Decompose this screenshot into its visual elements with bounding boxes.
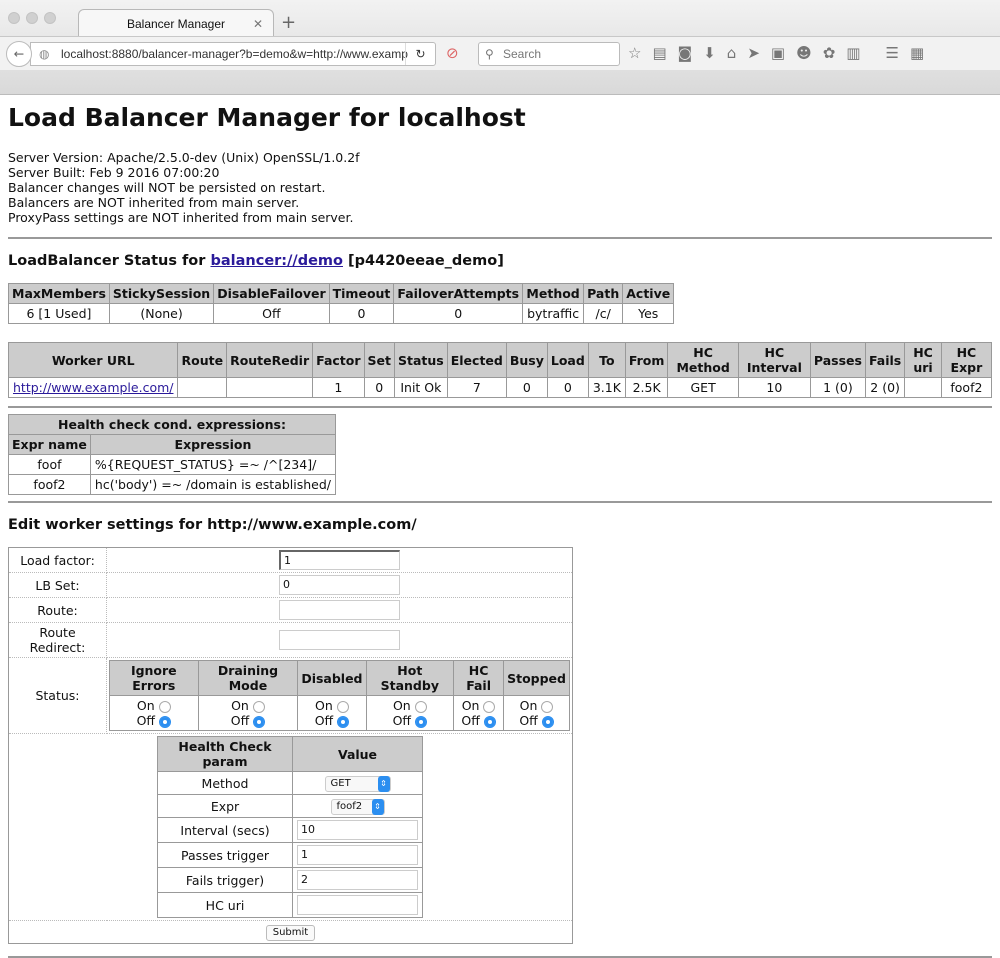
column-header: Method <box>523 284 584 304</box>
search-icon: ⚲ <box>485 47 494 61</box>
expr-value: %{REQUEST_STATUS} =~ /^[234]/ <box>90 455 335 475</box>
hc-interval-input[interactable]: 10 <box>297 820 418 840</box>
send-icon[interactable]: ➤ <box>747 44 760 62</box>
expr-name: foof2 <box>9 475 91 495</box>
search-input[interactable] <box>478 42 620 66</box>
label: Interval (secs) <box>158 818 293 843</box>
window-controls[interactable] <box>8 12 56 24</box>
off-label: Off <box>519 713 538 728</box>
hc-expr-table <box>8 414 336 495</box>
off-radio[interactable] <box>253 716 265 728</box>
label: Fails trigger) <box>158 868 293 893</box>
cell <box>178 378 227 398</box>
browser-chrome <box>0 0 1000 95</box>
on-label: On <box>315 698 333 713</box>
status-flag-stopped <box>504 696 570 731</box>
chevron-updown-icon: ⇕ <box>378 776 390 792</box>
url-bar[interactable] <box>30 42 436 66</box>
column-header: Route <box>178 343 227 378</box>
on-label: On <box>136 698 155 713</box>
on-label: On <box>231 698 249 713</box>
cell: 0 <box>547 378 588 398</box>
info-line: Balancer changes will NOT be persisted on restart. <box>8 180 326 195</box>
off-radio[interactable] <box>415 716 427 728</box>
addon-icon[interactable]: ▦ <box>909 44 925 62</box>
on-radio[interactable] <box>541 701 553 713</box>
menu-icon[interactable]: ☰ <box>885 44 899 62</box>
reading-list-icon[interactable]: ▤ <box>652 44 667 62</box>
column-header: Factor <box>313 343 364 378</box>
off-radio[interactable] <box>484 716 496 728</box>
close-tab-icon[interactable]: ✕ <box>252 17 263 31</box>
balancer-link[interactable]: balancer://demo <box>210 253 343 269</box>
save-icon[interactable]: ▣ <box>770 44 786 62</box>
hc-expr-title: Health check cond. expressions: <box>9 415 336 435</box>
search-placeholder: Search <box>503 47 542 61</box>
info-line: ProxyPass settings are NOT inherited from main server. <box>8 210 354 225</box>
info-line: Server Version: Apache/2.5.0-dev (Unix) OpenSSL/1.0.2f <box>8 150 360 165</box>
cell: GET <box>668 378 738 398</box>
status-flag-hot-standby <box>366 696 454 731</box>
tracking-block-icon[interactable]: ⊘ <box>446 44 459 62</box>
on-radio[interactable] <box>159 701 171 713</box>
column-header: HC uri <box>905 343 942 378</box>
label: Route Redirect: <box>9 623 107 658</box>
status-flag-draining-mode <box>198 696 298 731</box>
back-button[interactable]: ← <box>6 41 32 67</box>
cell: 3.1K <box>588 378 625 398</box>
load-factor-input[interactable]: 1 <box>279 550 400 570</box>
column-header: StickySession <box>109 284 213 304</box>
off-label: Off <box>136 713 156 728</box>
on-label: On <box>519 698 538 713</box>
status-heading: LoadBalancer Status for balancer://demo [p4420eeae_demo] <box>8 253 504 269</box>
column-header: Path <box>584 284 623 304</box>
column-header: HC Method <box>668 343 738 378</box>
cell: 6 [1 Used] <box>9 304 110 324</box>
edit-worker-form <box>8 547 573 944</box>
status-flag-header: HC Fail <box>454 661 504 696</box>
hc-method-select[interactable]: GET ⇕ <box>325 776 391 792</box>
pocket-icon[interactable]: ◙ <box>677 44 693 62</box>
cell: 0 <box>394 304 523 324</box>
on-label: On <box>392 698 411 713</box>
cell: 2 (0) <box>865 378 904 398</box>
clipboard-icon[interactable]: ▥ <box>846 44 861 62</box>
status-flag-header: Draining Mode <box>198 661 298 696</box>
cell: 7 <box>447 378 506 398</box>
cell: Init Ok <box>395 378 448 398</box>
hc-passes-input[interactable]: 1 <box>297 845 418 865</box>
off-label: Off <box>314 713 334 728</box>
off-radio[interactable] <box>337 716 349 728</box>
cell: bytraffic <box>523 304 584 324</box>
label: Passes trigger <box>158 843 293 868</box>
column-header: DisableFailover <box>214 284 329 304</box>
label: Method <box>158 772 293 795</box>
table-row <box>9 475 336 495</box>
edit-heading: Edit worker settings for http://www.example.com/ <box>8 517 417 533</box>
column-header: Fails <box>865 343 904 378</box>
status-flags-table <box>109 660 570 731</box>
column-header: RouteRedir <box>227 343 313 378</box>
extension-icon[interactable]: ✿ <box>822 44 836 62</box>
status-flag-header: Disabled <box>298 661 366 696</box>
cell: 0 <box>329 304 394 324</box>
status-flag-ignore-errors <box>110 696 199 731</box>
expr-name: foof <box>9 455 91 475</box>
worker-url-link[interactable]: http://www.example.com/ <box>13 380 174 395</box>
submit-button[interactable]: Submit <box>266 925 315 941</box>
cell: foof2 <box>941 378 991 398</box>
column-header: Health Check param <box>158 737 293 772</box>
label: Status: <box>9 658 107 734</box>
chevron-updown-icon: ⇕ <box>372 799 384 815</box>
cell: 2.5K <box>625 378 668 398</box>
column-header: Load <box>547 343 588 378</box>
hc-uri-input[interactable] <box>297 895 418 915</box>
column-header: Active <box>623 284 674 304</box>
tab-title: Balancer Manager <box>126 17 226 31</box>
page-title: Load Balancer Manager for localhost <box>8 103 526 132</box>
on-label: On <box>461 698 480 713</box>
column-header: Passes <box>810 343 865 378</box>
column-header: HC Expr <box>941 343 991 378</box>
status-flag-header: Hot Standby <box>366 661 454 696</box>
column-header: Set <box>364 343 394 378</box>
label: HC uri <box>158 893 293 918</box>
off-radio[interactable] <box>159 716 171 728</box>
bookmark-star-icon[interactable]: ☆ <box>628 44 642 62</box>
balancer-table <box>8 283 674 324</box>
off-radio[interactable] <box>542 716 554 728</box>
route-input[interactable] <box>279 600 400 620</box>
on-radio[interactable] <box>253 701 265 713</box>
column-header: To <box>588 343 625 378</box>
column-header: Expression <box>90 435 335 455</box>
off-label: Off <box>461 713 480 728</box>
info-line: Balancers are NOT inherited from main server. <box>8 195 300 210</box>
cell <box>9 378 178 398</box>
on-radio[interactable] <box>337 701 349 713</box>
browser-tab[interactable] <box>78 9 274 37</box>
new-tab-icon[interactable]: + <box>281 12 297 33</box>
cell <box>227 378 313 398</box>
off-label: Off <box>230 713 250 728</box>
url-text: localhost:8880/balancer-manager?b=demo&w=http://www.examp <box>61 47 408 61</box>
cell <box>905 378 942 398</box>
off-label: Off <box>392 713 412 728</box>
status-flag-header: Ignore Errors <box>110 661 199 696</box>
worker-table <box>8 342 992 398</box>
nav-bar <box>0 36 1000 70</box>
column-header: Worker URL <box>9 343 178 378</box>
table-row <box>9 455 336 475</box>
column-header: FailoverAttempts <box>394 284 523 304</box>
expr-value: hc('body') =~ /domain is established/ <box>90 475 335 495</box>
route-redirect-input[interactable] <box>279 630 400 650</box>
cell: 0 <box>364 378 394 398</box>
hc-fails-input[interactable]: 2 <box>297 870 418 890</box>
on-radio[interactable] <box>483 701 495 713</box>
status-flag-hc-fail <box>454 696 504 731</box>
label: Expr <box>158 795 293 818</box>
info-line: Server Built: Feb 9 2016 07:00:20 <box>8 165 220 180</box>
cell: 1 (0) <box>810 378 865 398</box>
globe-icon: ◍ <box>39 47 50 61</box>
column-header: Timeout <box>329 284 394 304</box>
divider <box>8 406 992 408</box>
column-header: MaxMembers <box>9 284 110 304</box>
column-header: Elected <box>447 343 506 378</box>
column-header: Value <box>293 737 423 772</box>
reload-icon[interactable]: ↻ <box>405 43 435 65</box>
divider <box>8 501 992 503</box>
cell: 0 <box>506 378 547 398</box>
home-icon[interactable]: ⌂ <box>726 44 737 62</box>
cell: (None) <box>109 304 213 324</box>
cell: 10 <box>738 378 810 398</box>
label: Load factor: <box>9 548 107 573</box>
cell: Off <box>214 304 329 324</box>
column-header: Status <box>395 343 448 378</box>
column-header: From <box>625 343 668 378</box>
column-header: HC Interval <box>738 343 810 378</box>
label: LB Set: <box>9 573 107 598</box>
hc-expr-select[interactable]: foof2 ⇕ <box>331 799 385 815</box>
hc-params-table <box>157 736 423 918</box>
server-info <box>8 150 992 225</box>
status-flag-disabled <box>298 696 366 731</box>
lbset-input[interactable]: 0 <box>279 575 400 595</box>
divider <box>8 237 992 239</box>
label: Route: <box>9 598 107 623</box>
download-icon[interactable]: ⬇ <box>703 44 716 62</box>
chat-icon[interactable]: ☻ <box>796 44 812 62</box>
status-flag-header: Stopped <box>504 661 570 696</box>
column-header: Busy <box>506 343 547 378</box>
cell: Yes <box>623 304 674 324</box>
on-radio[interactable] <box>415 701 427 713</box>
column-header: Expr name <box>9 435 91 455</box>
cell: /c/ <box>584 304 623 324</box>
cell: 1 <box>313 378 364 398</box>
